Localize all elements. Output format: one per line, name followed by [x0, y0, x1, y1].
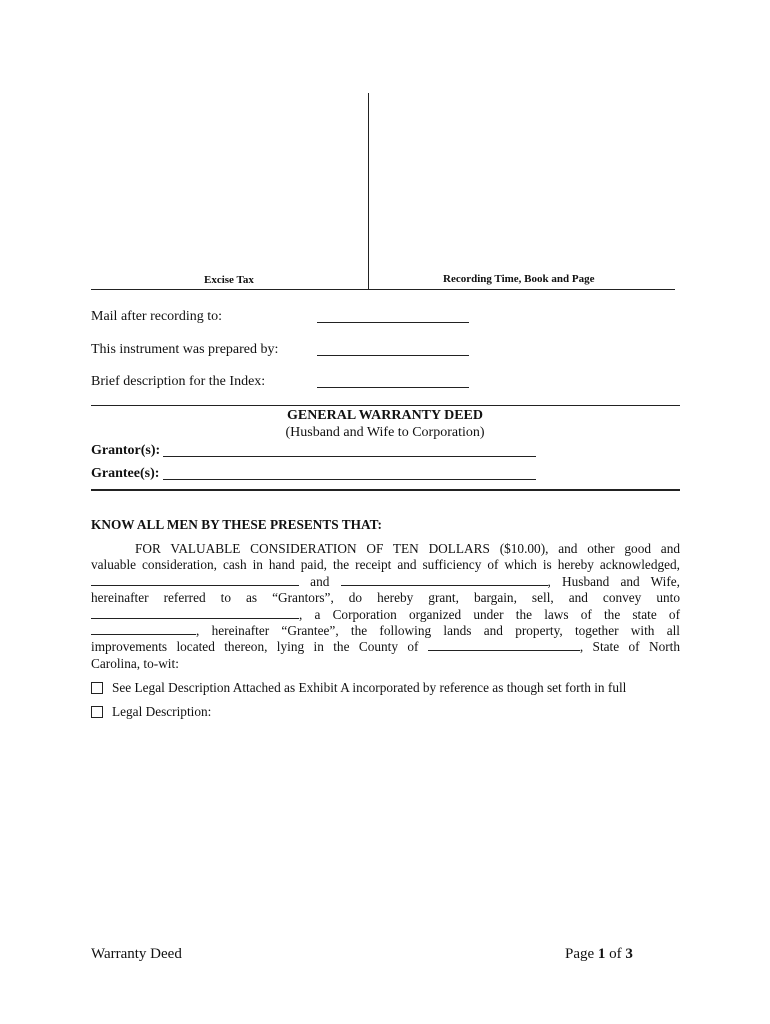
deed-title: GENERAL WARRANTY DEED	[286, 408, 484, 423]
hereinafter-text: , hereinafter “Grantee”, the following lands and property, together with all	[196, 623, 680, 639]
grantee-name-blank[interactable]	[91, 607, 299, 619]
paragraph-line: Carolina, to-wit:	[91, 655, 179, 671]
paragraph-line	[91, 574, 680, 590]
legal-description-checkbox[interactable]	[91, 706, 103, 718]
exhibit-a-checkbox[interactable]	[91, 682, 103, 694]
header-underline	[91, 289, 675, 290]
excise-tax-label: Excise Tax	[204, 274, 254, 286]
paragraph-line: valuable consideration, cash in hand paid, the receipt and sufficiency of which is hereby acknowledged,	[91, 557, 680, 573]
footer-doc-name: Warranty Deed	[91, 946, 182, 962]
paragraph-line: FOR VALUABLE CONSIDERATION OF TEN DOLLARS ($10.00), and other good and	[135, 541, 680, 556]
grantor-field[interactable]	[163, 456, 536, 457]
corporation-text: a Corporation organized under the laws of the state of	[314, 606, 680, 622]
conveyance-paragraph	[91, 541, 680, 672]
grantor-1-blank[interactable]	[91, 574, 299, 586]
comma-text: ,	[299, 606, 303, 622]
paragraph-line: hereinafter referred to as “Grantors”, do hereby grant, bargain, sell, and convey unto	[91, 590, 680, 606]
recording-time-label: Recording Time, Book and Page	[443, 273, 595, 285]
county-blank[interactable]	[428, 639, 580, 651]
grantee-field[interactable]	[163, 479, 536, 480]
body-heading: KNOW ALL MEN BY THESE PRESENTS THAT:	[91, 517, 382, 532]
county-text: improvements located thereon, lying in the County of	[91, 639, 419, 655]
grantee-label: Grantee(s):	[91, 466, 160, 481]
grantor-2-blank[interactable]	[341, 574, 548, 586]
deed-subtitle: (Husband and Wife to Corporation)	[285, 425, 485, 440]
brief-description-field[interactable]	[317, 387, 469, 388]
legal-description-label: Legal Description:	[112, 704, 212, 719]
page-current: 1	[597, 946, 606, 962]
state-of-nc-text: , State of North	[579, 639, 681, 655]
paragraph-line	[91, 607, 680, 623]
and-text: and	[310, 573, 330, 589]
section-divider-top	[91, 405, 680, 406]
page-prefix: Page	[565, 946, 595, 962]
header-divider	[368, 93, 369, 290]
mail-after-recording-label: Mail after recording to:	[91, 309, 223, 324]
exhibit-a-label: See Legal Description Attached as Exhibit A incorporated by reference as though set forth in full	[112, 680, 627, 695]
prepared-by-field[interactable]	[317, 355, 469, 356]
page-total: 3	[625, 946, 633, 962]
grantor-label: Grantor(s):	[91, 443, 161, 458]
paragraph-line	[91, 623, 680, 639]
mail-after-recording-field[interactable]	[317, 322, 469, 323]
page-of: of	[609, 946, 622, 962]
footer-page-number	[565, 946, 633, 963]
exhibit-a-option[interactable]	[91, 680, 626, 696]
state-blank[interactable]	[91, 623, 196, 635]
husband-wife-text: , Husband and Wife,	[547, 573, 680, 589]
legal-description-option[interactable]	[91, 704, 211, 720]
section-divider-bottom	[91, 489, 680, 491]
brief-description-label: Brief description for the Index:	[91, 374, 266, 389]
prepared-by-label: This instrument was prepared by:	[91, 342, 279, 357]
paragraph-line	[91, 639, 680, 655]
